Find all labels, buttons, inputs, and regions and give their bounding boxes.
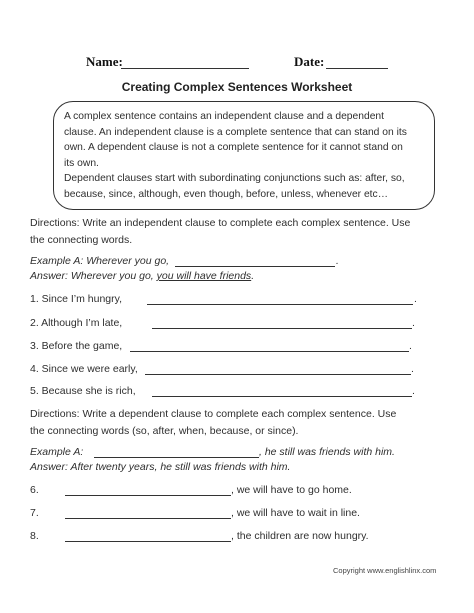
info-line: own. A dependent clause is not a complete sentence for it cannot stand on [64, 142, 403, 154]
question-6-number: 6. [30, 484, 39, 496]
question-4-end: . [411, 363, 414, 375]
question-1-end: . [414, 293, 417, 305]
question-7-end: , we will have to wait in line. [231, 507, 360, 519]
directions-part2-line1: Directions: Write a dependent clause to complete each complex sentence. Use [30, 408, 397, 420]
question-8-number: 8. [30, 530, 39, 542]
info-box [53, 101, 435, 210]
question-8-answer-line[interactable] [65, 541, 231, 542]
date-label: Date: [294, 54, 325, 69]
question-6-answer-line[interactable] [65, 495, 231, 496]
question-2-end: . [412, 317, 415, 329]
question-7-answer-line[interactable] [65, 518, 231, 519]
question-3-end: . [409, 340, 412, 352]
example-a-part1: Example A: Wherever you go, [30, 255, 170, 267]
answer-prefix: Answer: Wherever you go, [30, 270, 157, 282]
question-5-answer-line[interactable] [152, 396, 412, 397]
info-line: because, since, although, even though, before, unless, whenever etc… [64, 188, 388, 200]
info-line: A complex sentence contains an independent clause and a dependent [64, 111, 385, 122]
example-a-part2: Example A: [30, 446, 84, 458]
question-5-prompt: 5. Because she is rich, [30, 385, 136, 397]
question-1-prompt: 1. Since I’m hungry, [30, 293, 123, 305]
question-1-answer-line[interactable] [147, 304, 413, 305]
info-line: its own. [64, 157, 99, 169]
example-a-end: . [336, 255, 339, 267]
answer-part2: Answer: After twenty years, he still was friends with him. [30, 461, 291, 473]
directions-part2-line2: the connecting words (so, after, when, because, or since). [30, 425, 299, 437]
question-3-answer-line[interactable] [130, 351, 409, 352]
name-label: Name: [86, 54, 123, 69]
answer-suffix: . [251, 270, 255, 282]
answer-part1 [30, 270, 254, 282]
example-a-part2-end: , he still was friends with him. [259, 446, 395, 458]
info-line: Dependent clauses start with subordinating conjunctions such as: after, so, [64, 173, 405, 185]
directions-part1-line1: Directions: Write an independent clause to complete each complex sentence. Use [30, 217, 411, 229]
example-a-part2-blank [94, 457, 259, 458]
date-field[interactable] [326, 68, 388, 69]
directions-part1-line2: the connecting words. [30, 234, 133, 246]
question-4-prompt: 4. Since we were early, [30, 363, 138, 375]
question-3-prompt: 3. Before the game, [30, 340, 123, 352]
answer-underlined: you will have friends [156, 270, 252, 282]
question-7-number: 7. [30, 507, 39, 519]
question-4-answer-line[interactable] [145, 374, 411, 375]
name-field[interactable] [121, 68, 249, 69]
example-a-blank [175, 266, 335, 267]
info-line: clause. An independent clause is a complete sentence that can stand on its [64, 126, 407, 138]
question-6-end: , we will have to go home. [231, 484, 352, 496]
copyright-text: Copyright www.englishlinx.com [333, 566, 437, 575]
worksheet-title: Creating Complex Sentences Worksheet [121, 80, 353, 94]
question-5-end: . [412, 385, 415, 397]
question-8-end: , the children are now hungry. [231, 530, 369, 542]
question-2-prompt: 2. Although I’m late, [30, 317, 123, 329]
question-2-answer-line[interactable] [152, 328, 412, 329]
